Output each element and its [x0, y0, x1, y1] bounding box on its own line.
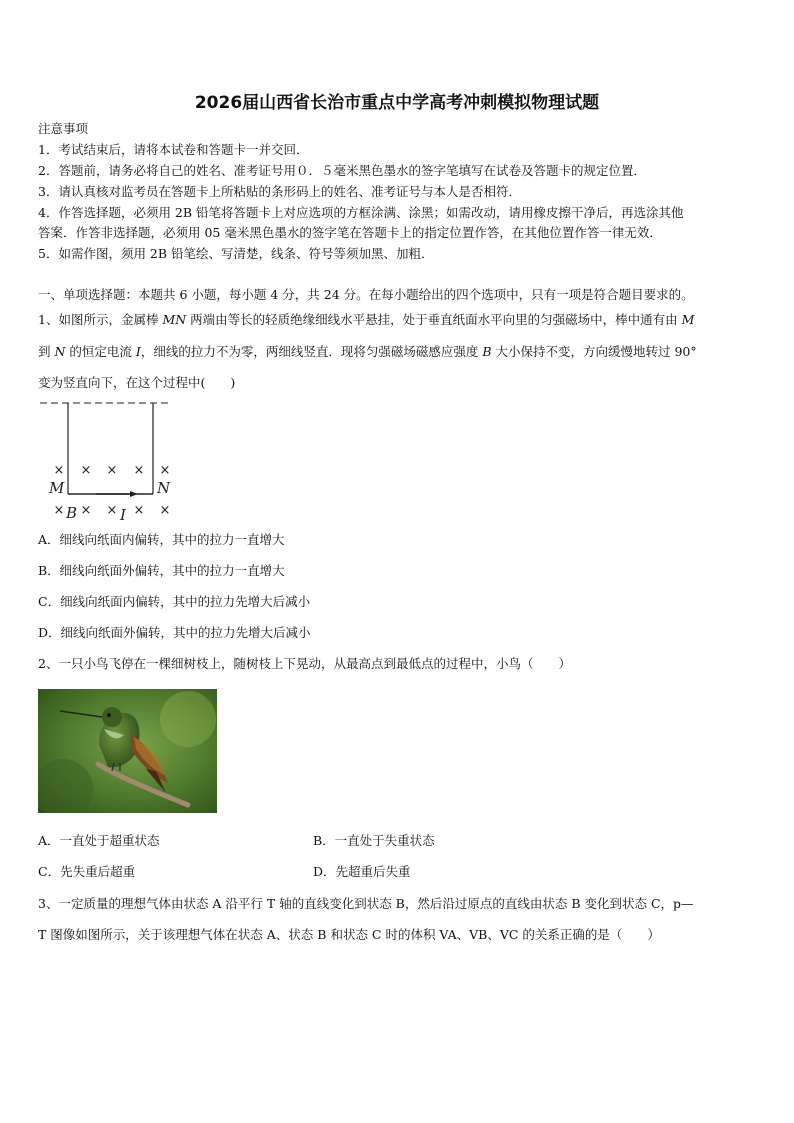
q2-option-a: A．一直处于超重状态: [38, 833, 160, 848]
page-title: 2026届山西省长治市重点中学高考冲刺模拟物理试题: [194, 93, 600, 113]
notice-item: 3．请认真核对监考员在答题卡上所粘贴的条形码上的姓名、准考证号与本人是否相符．: [38, 184, 521, 199]
field-cross-mark: ×: [53, 503, 65, 518]
label-m: M: [49, 479, 65, 497]
q1-stem-line1: 1、如图所示，金属棒 MN 两端由等长的轻质绝缘细线水平悬挂，处于垂直纸面水平向里的匀强磁场中，棒中通有由 M: [38, 312, 695, 327]
magnetic-field-figure: [38, 398, 178, 523]
q1-option-a: A．细线向纸面内偏转，其中的拉力一直增大: [38, 532, 285, 547]
field-cross-mark: ×: [133, 503, 145, 518]
q1-option-d: D．细线向纸面外偏转，其中的拉力先增大后减小: [38, 625, 311, 640]
q3-stem-line2: T 图像如图所示，关于该理想气体在状态 A、状态 B 和状态 C 时的体积 VA、VB、VC 的关系正确的是（ ）: [38, 927, 660, 942]
notice-item: 4．作答选择题，必须用 2B 铅笔将答题卡上对应选项的方框涂满、涂黑；如需改动，请用橡皮擦干净后，再选涂其他: [38, 205, 684, 220]
label-i: I: [120, 506, 126, 523]
notice-item: 5．如需作图，须用 2B 铅笔绘、写清楚，线条、符号等须加黑、加粗．: [38, 246, 434, 261]
q1-option-c: C．细线向纸面内偏转，其中的拉力先增大后减小: [38, 594, 311, 609]
q1-option-b: B．细线向纸面外偏转，其中的拉力一直增大: [38, 563, 285, 578]
field-cross-mark: ×: [53, 463, 65, 478]
q1-stem-line2: 到 N 的恒定电流 I，细线的拉力不为零，两细线竖直．现将匀强磁场磁感应强度 B 大小保持不变，方向缓慢地转过 90°: [38, 344, 697, 359]
q2-option-b: B．一直处于失重状态: [313, 833, 435, 848]
field-cross-mark: ×: [159, 463, 171, 478]
field-cross-mark: ×: [80, 503, 92, 518]
current-arrowhead: [130, 491, 138, 497]
notice-heading: 注意事项: [38, 121, 89, 136]
label-n: N: [157, 479, 171, 497]
field-cross-mark: ×: [106, 463, 118, 478]
section-heading: 一、单项选择题：本题共 6 小题，每小题 4 分，共 24 分。在每小题给出的四个选项中，只有一项是符合题目要求的。: [38, 287, 694, 302]
field-cross-mark: ×: [133, 463, 145, 478]
hummingbird-photo: [38, 689, 217, 813]
q1-stem-line3: 变为竖直向下，在这个过程中( ): [38, 375, 236, 390]
label-b: B: [66, 504, 78, 522]
q2-stem: 2、一只小鸟飞停在一棵细树枝上，随树枝上下晃动，从最高点到最低点的过程中，小鸟（ ）: [38, 656, 571, 671]
notice-item: 答案．作答非选择题，必须用 05 毫米黑色墨水的签字笔在答题卡上的指定位置作答，在其他位置作答一律无效．: [38, 225, 662, 240]
field-cross-mark: ×: [159, 503, 171, 518]
q2-option-d: D．先超重后失重: [313, 864, 411, 879]
notice-item: 2．答题前，请务必将自己的姓名、准考证号用０．５毫米黑色墨水的签字笔填写在试卷及答题卡的规定位置．: [38, 163, 646, 178]
q3-stem-line1: 3、一定质量的理想气体由状态 A 沿平行 T 轴的直线变化到状态 B，然后沿过原点的直线由状态 B 变化到状态 C，p—: [38, 896, 694, 911]
q2-option-c: C．先失重后超重: [38, 864, 136, 879]
field-cross-mark: ×: [80, 463, 92, 478]
notice-item: 1．考试结束后，请将本试卷和答题卡一并交回．: [38, 142, 309, 157]
field-cross-mark: ×: [106, 503, 118, 518]
